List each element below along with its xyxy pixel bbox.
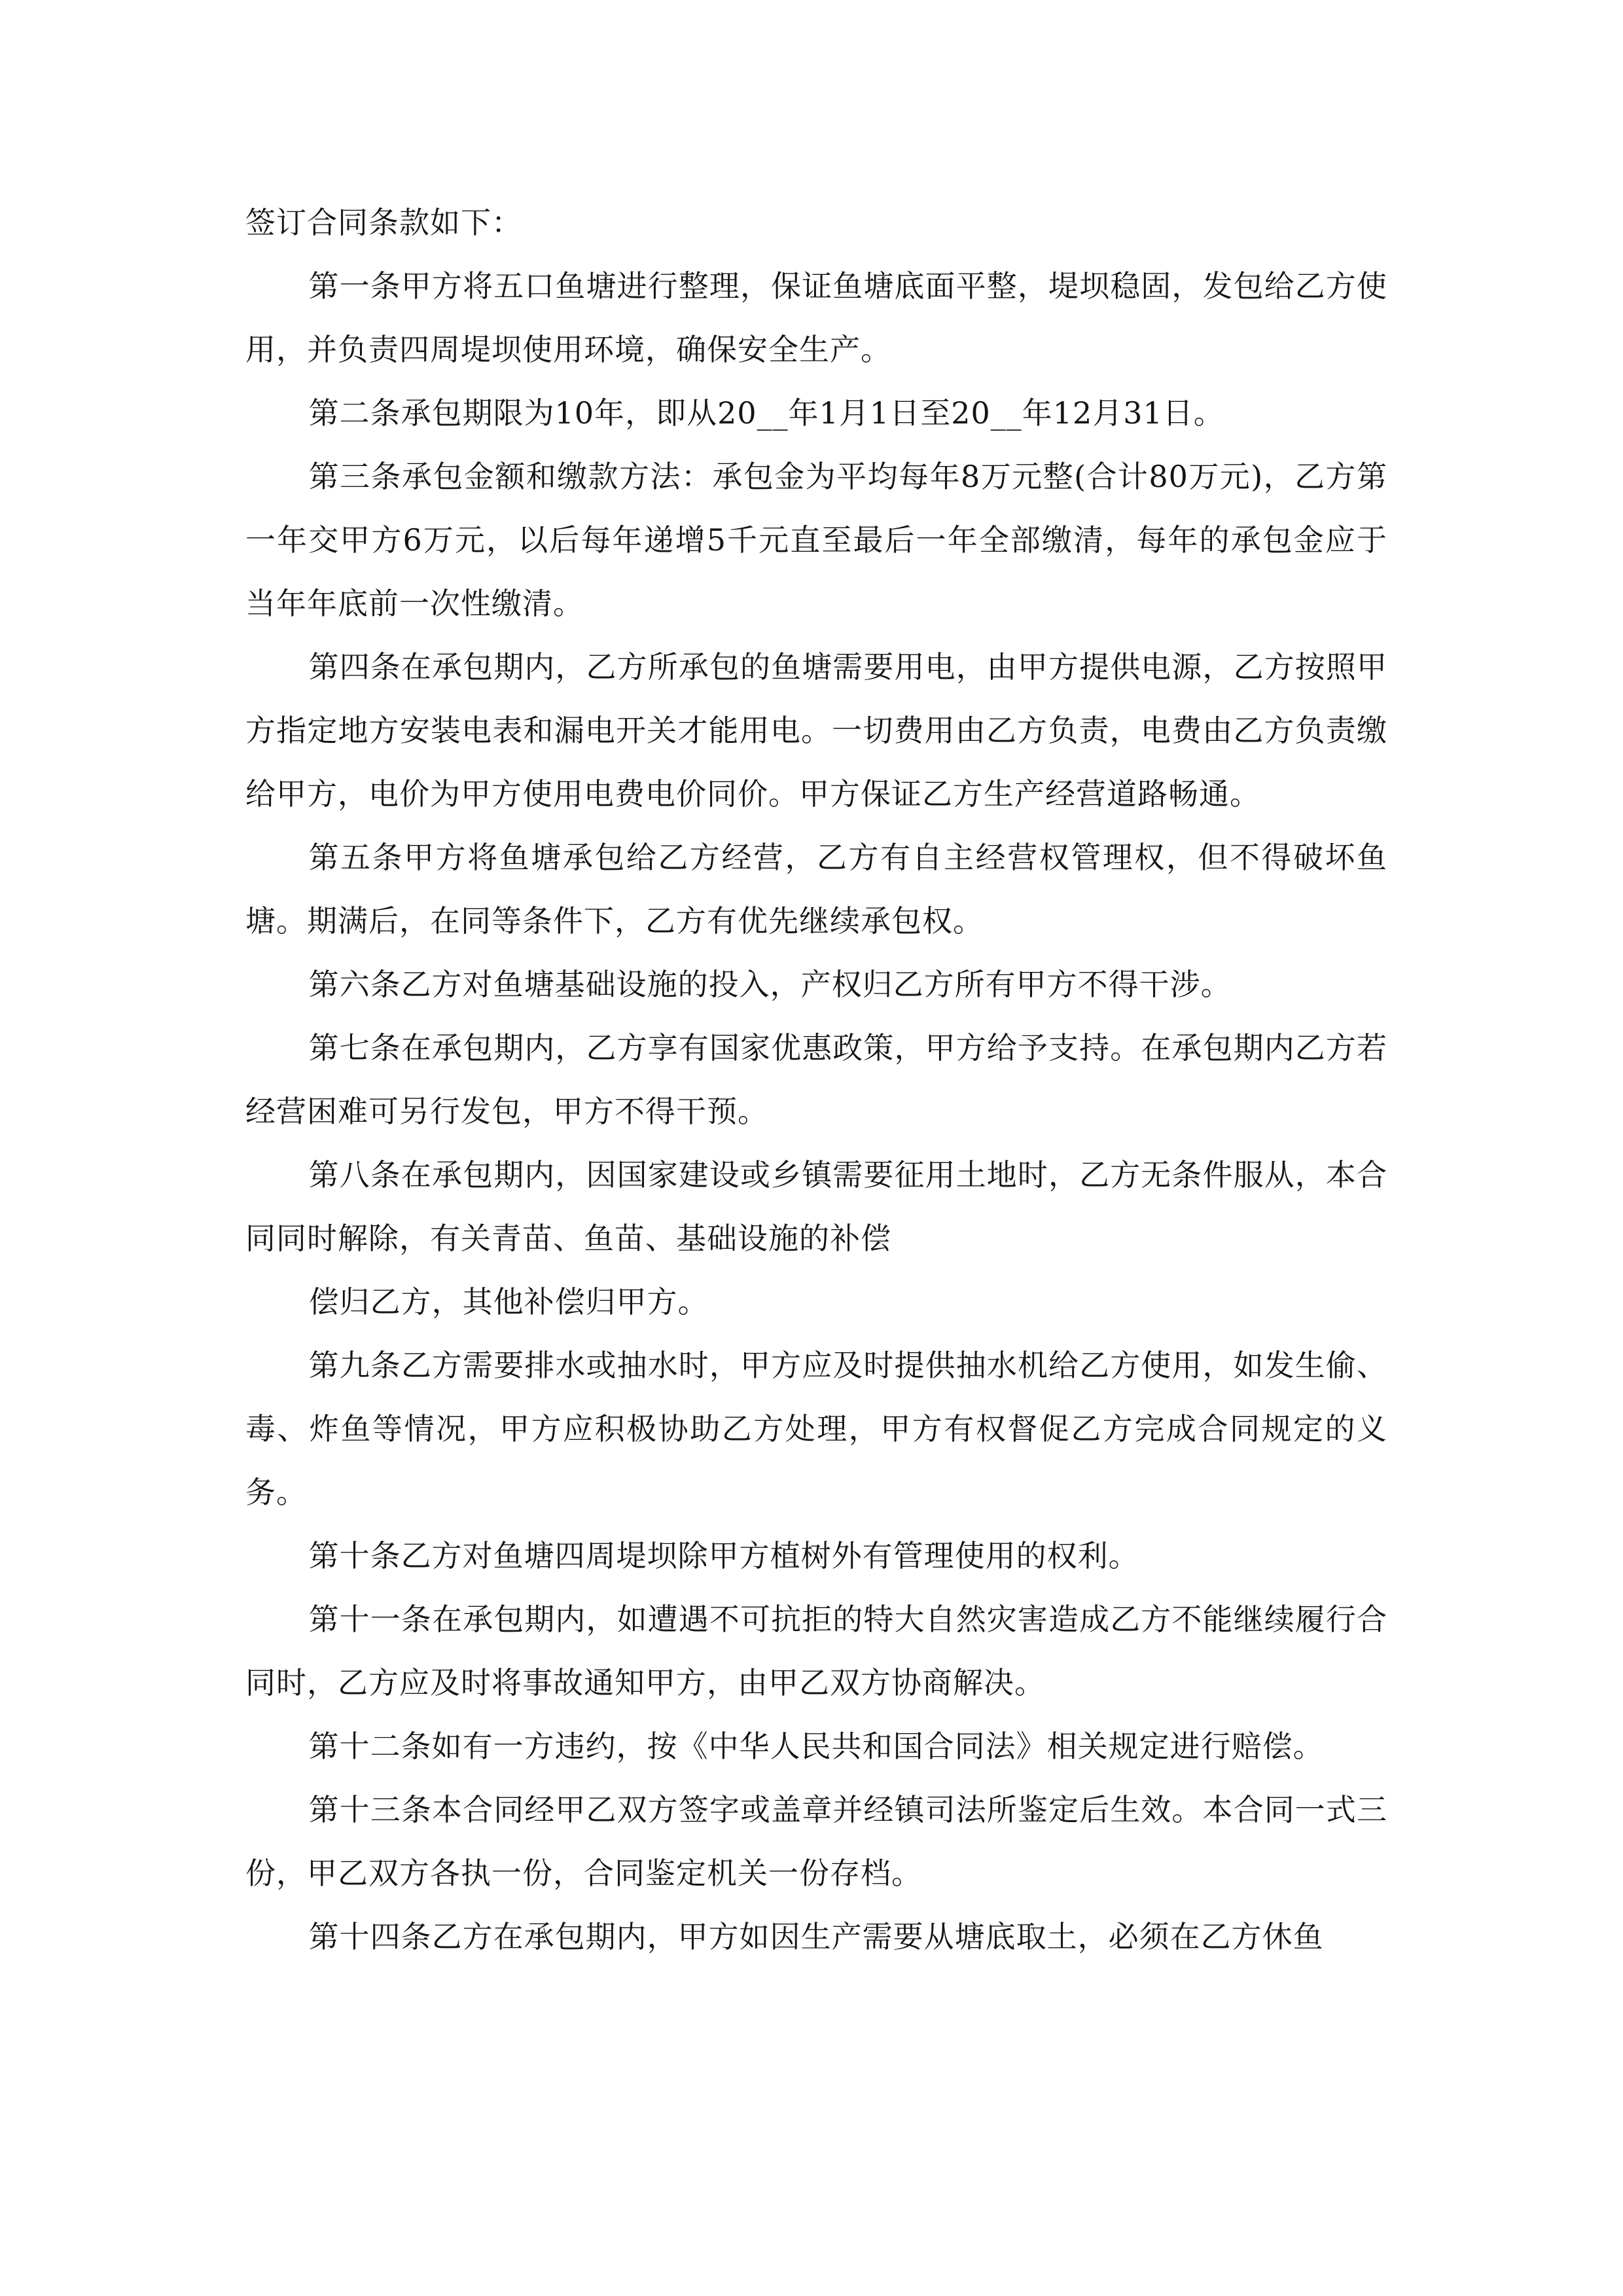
clause-8-continuation: 偿归乙方，其他补偿归甲方。: [308, 1284, 709, 1319]
clause-3: 第三条承包金额和缴款方法：承包金为平均每年8万元整(合计80万元)，乙方第一年交甲方6万元，以后每年递增5千元直至最后一年全部缴清，每年的承包金应于当年年底前一次性缴清。: [245, 459, 1387, 621]
clause-10: 第十条乙方对鱼塘四周堤坝除甲方植树外有管理使用的权利。: [308, 1538, 1139, 1573]
clause-7: 第七条在承包期内，乙方享有国家优惠政策，甲方给予支持。在承包期内乙方若经营困难可另行发包，甲方不得干预。: [245, 1030, 1387, 1129]
clause-14: 第十四条乙方在承包期内，甲方如因生产需要从塘底取土，必须在乙方休鱼: [308, 1919, 1324, 1954]
clause-8: 第八条在承包期内，因国家建设或乡镇需要征用土地时，乙方无条件服从，本合同同时解除，有关青苗、鱼苗、基础设施的补偿: [245, 1157, 1387, 1256]
clause-12: 第十二条如有一方违约，按《中华人民共和国合同法》相关规定进行赔偿。: [308, 1729, 1324, 1764]
clause-1: 第一条甲方将五口鱼塘进行整理，保证鱼塘底面平整，堤坝稳固，发包给乙方使用，并负责四周堤坝使用环境，确保安全生产。: [245, 268, 1387, 367]
clause-9: 第九条乙方需要排水或抽水时，甲方应及时提供抽水机给乙方使用，如发生偷、毒、炸鱼等情况，甲方应积极协助乙方处理，甲方有权督促乙方完成合同规定的义务。: [245, 1348, 1387, 1510]
clause-6: 第六条乙方对鱼塘基础设施的投入，产权归乙方所有甲方不得干涉。: [308, 967, 1232, 1002]
clause-5: 第五条甲方将鱼塘承包给乙方经营，乙方有自主经营权管理权，但不得破坏鱼塘。期满后，在同等条件下，乙方有优先继续承包权。: [245, 840, 1387, 939]
clause-13: 第十三条本合同经甲乙双方签字或盖章并经镇司法所鉴定后生效。本合同一式三份，甲乙双方各执一份，合同鉴定机关一份存档。: [245, 1792, 1387, 1891]
clause-11: 第十一条在承包期内，如遭遇不可抗拒的特大自然灾害造成乙方不能继续履行合同时，乙方应及时将事故通知甲方，由甲乙双方协商解决。: [245, 1602, 1387, 1700]
intro-line: 签订合同条款如下：: [245, 205, 522, 240]
clause-2: 第二条承包期限为10年，即从20__年1月1日至20__年12月31日。: [308, 395, 1224, 431]
clause-4: 第四条在承包期内，乙方所承包的鱼塘需要用电，由甲方提供电源，乙方按照甲方指定地方安装电表和漏电开关才能用电。一切费用由乙方负责，电费由乙方负责缴给甲方，电价为甲方使用电费电价同价。甲方保证乙方生产经营道路畅通。: [245, 649, 1387, 812]
contract-body: [245, 191, 1387, 1969]
